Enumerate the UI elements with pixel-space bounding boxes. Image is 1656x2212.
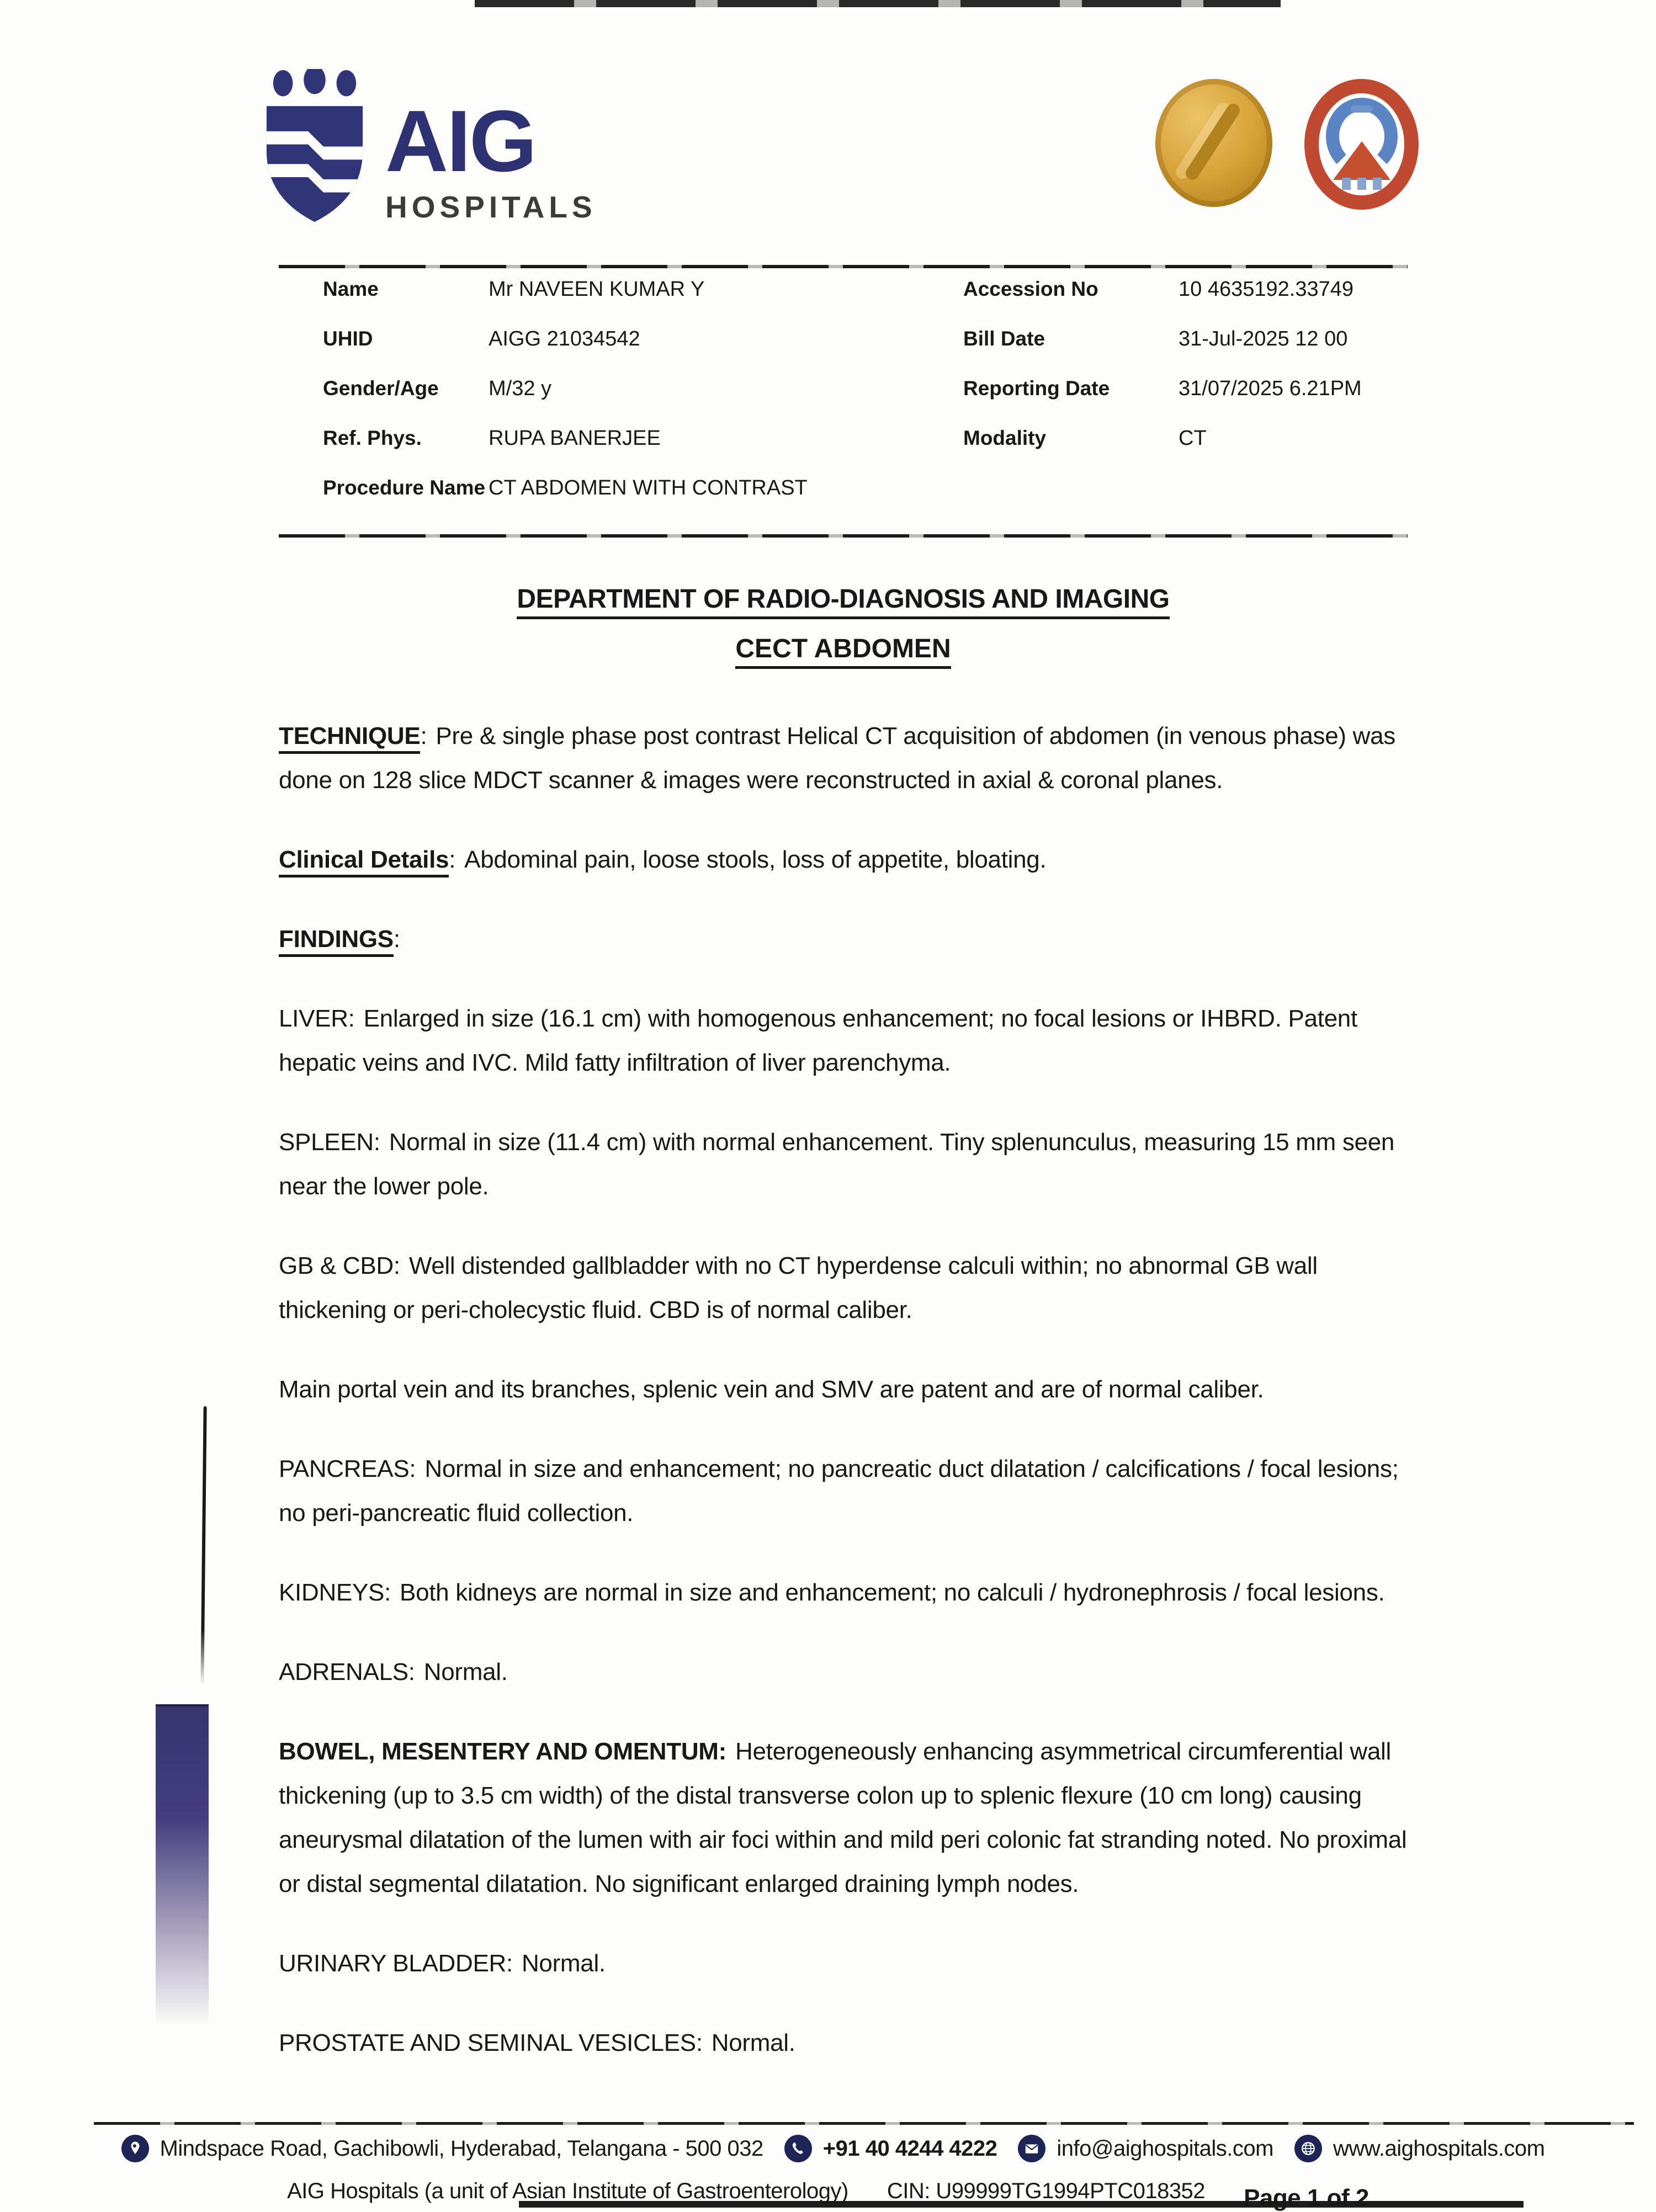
patient-info-row <box>323 427 1474 476</box>
bowel-text: Heterogeneously enhancing asymmetrical circumferential wall thickening (up to 3.5 cm width) of the distal transverse colon up to splenic flexure (10 cm long) causing aneurysmal dilatation of the lumen with air foci within and mild peri colonic fat stranding noted. No proximal or distal segmental dilatation. No significant enlarged draining lymph nodes. <box>279 1738 1407 1897</box>
adrenals-paragraph <box>279 1650 1408 1694</box>
ref-phys-label: Ref. Phys. <box>323 427 422 449</box>
bowel-label: BOWEL, MESENTERY AND OMENTUM <box>279 1738 719 1765</box>
colon: : <box>384 1579 391 1606</box>
technique-label: TECHNIQUE <box>279 722 420 754</box>
colon: : <box>373 1129 380 1156</box>
phone-icon <box>784 2135 812 2162</box>
footer-cin: CIN: U99999TG1994PTC018352 <box>887 2179 1206 2203</box>
globe-icon <box>1294 2135 1322 2162</box>
pancreas-text: Normal in size and enhancement; no pancreatic duct dilatation / calcifications / focal lesions; no peri-pancreatic fluid collection. <box>279 1455 1399 1527</box>
kidneys-paragraph <box>279 1571 1408 1615</box>
findings-label: FINDINGS <box>279 926 394 957</box>
department-title: DEPARTMENT OF RADIO-DIAGNOSIS AND IMAGING <box>279 584 1408 614</box>
adrenals-text: Normal. <box>423 1658 508 1685</box>
report-header <box>259 69 1419 229</box>
kidneys-label: KIDNEYS <box>279 1579 385 1606</box>
liver-label: LIVER <box>279 1005 348 1032</box>
colon: : <box>393 1252 400 1279</box>
portal-vein-paragraph <box>279 1368 1408 1412</box>
footer-separator-line <box>94 2122 1634 2125</box>
report-body <box>279 701 1408 2065</box>
patient-info-row <box>323 327 1474 377</box>
scan-artifact-left-smudge <box>156 1704 209 2027</box>
patient-info-row <box>323 476 1474 526</box>
procedure-name-value: CT ABDOMEN WITH CONTRAST <box>489 476 808 499</box>
patient-name-label: Name <box>323 278 379 300</box>
gold-medal-badge-icon <box>1155 79 1272 207</box>
prostate-label: PROSTATE AND SEMINAL VESICLES <box>279 2029 696 2056</box>
accreditation-badges <box>1155 79 1419 210</box>
exam-title: CECT ABDOMEN <box>279 634 1408 664</box>
quality-certification-badge-icon <box>1304 79 1419 210</box>
logo-wordmark <box>385 93 597 225</box>
ref-phys-value: RUPA BANERJEE <box>489 427 661 450</box>
gender-age-value: M/32 y <box>489 377 552 400</box>
patient-info-row <box>323 278 1474 327</box>
colon: : <box>408 1658 415 1685</box>
pancreas-label: PANCREAS <box>279 1455 410 1482</box>
procedure-name-label: Procedure Name <box>323 476 486 499</box>
gb-cbd-paragraph <box>279 1244 1408 1332</box>
uhid-label: UHID <box>323 327 373 350</box>
clinical-details-label: Clinical Details <box>279 846 449 878</box>
logo-hospitals-text: HOSPITALS <box>385 190 597 224</box>
modality-value: CT <box>1179 427 1207 450</box>
urinary-bladder-label: URINARY BLADDER <box>279 1950 506 1977</box>
colon: : <box>718 1738 727 1765</box>
aig-hospitals-logo <box>259 69 597 229</box>
spleen-paragraph <box>279 1120 1408 1209</box>
colon: : <box>449 846 456 873</box>
bill-date-label: Bill Date <box>963 327 1045 350</box>
clinical-details-text: Abdominal pain, loose stools, loss of appetite, bloating. <box>464 846 1047 873</box>
spleen-label: SPLEEN <box>279 1129 374 1156</box>
accession-no-label: Accession No <box>963 278 1098 300</box>
technique-text: Pre & single phase post contrast Helical CT acquisition of abdomen (in venous phase) was done on 128 slice MDCT scanner & images were reconstructed in axial & coronal planes. <box>279 722 1396 794</box>
urinary-bladder-text: Normal. <box>521 1950 606 1977</box>
colon: : <box>696 2029 703 2056</box>
reporting-date-label: Reporting Date <box>963 377 1110 400</box>
bowel-paragraph <box>279 1730 1408 1906</box>
urinary-bladder-paragraph <box>279 1942 1408 1986</box>
scan-artifact-left-line <box>200 1406 206 1685</box>
prostate-text: Normal. <box>711 2029 795 2056</box>
badge-inner-top <box>1351 105 1373 113</box>
location-pin-icon <box>121 2135 149 2162</box>
page-number: Page 1 of 2 <box>1244 2184 1369 2211</box>
footer-contact-row <box>0 2135 1656 2162</box>
aig-shield-icon <box>259 69 370 229</box>
spleen-text: Normal in size (11.4 cm) with normal enhancement. Tiny splenunculus, measuring 15 mm seen near the lower pole. <box>279 1129 1395 1200</box>
technique-paragraph <box>279 714 1408 802</box>
modality-label: Modality <box>963 427 1047 449</box>
pancreas-paragraph <box>279 1447 1408 1535</box>
footer-org-row <box>0 2179 1656 2211</box>
adrenals-label: ADRENALS <box>279 1658 408 1685</box>
footer-email: info@aighospitals.com <box>1057 2136 1273 2161</box>
kidneys-text: Both kidneys are normal in size and enhancement; no calculi / hydronephrosis / focal lesions. <box>400 1579 1385 1606</box>
liver-text: Enlarged in size (16.1 cm) with homogenous enhancement; no focal lesions or IHBRD. Patent hepatic veins and IVC. Mild fatty infiltration of liver parenchyma. <box>279 1005 1357 1076</box>
gender-age-label: Gender/Age <box>323 377 439 400</box>
separator-line-top <box>279 265 1408 268</box>
footer-org-line: AIG Hospitals (a unit of Asian Institute of Gastroenterology) <box>287 2179 848 2203</box>
footer-website: www.aighospitals.com <box>1333 2136 1545 2161</box>
prostate-paragraph <box>279 2021 1408 2065</box>
findings-heading <box>279 917 1408 961</box>
liver-paragraph <box>279 997 1408 1085</box>
patient-info-row <box>323 377 1474 427</box>
gb-cbd-label: GB & CBD <box>279 1252 394 1279</box>
portal-vein-text: Main portal vein and its branches, splenic vein and SMV are patent and are of normal caliber. <box>279 1376 1264 1403</box>
accession-no-value: 10 4635192.33749 <box>1179 278 1354 301</box>
footer-address: Mindspace Road, Gachibowli, Hyderabad, Telangana - 500 032 <box>160 2136 763 2161</box>
colon: : <box>409 1455 416 1482</box>
colon: : <box>393 926 400 953</box>
colon: : <box>348 1005 355 1032</box>
separator-line-bottom <box>279 534 1408 538</box>
footer-phone: +91 40 4244 4222 <box>822 2136 997 2161</box>
colon: : <box>420 722 427 749</box>
patient-name-value: Mr NAVEEN KUMAR Y <box>489 278 705 301</box>
patient-info-block <box>323 278 1474 526</box>
uhid-value: AIGG 21034542 <box>489 327 640 350</box>
badge-inner-triangle <box>1333 141 1390 180</box>
report-titles <box>279 584 1408 664</box>
clinical-details-paragraph <box>279 838 1408 882</box>
email-icon <box>1018 2135 1045 2162</box>
bill-date-value: 31-Jul-2025 12 00 <box>1179 327 1348 350</box>
colon: : <box>506 1950 513 1977</box>
gb-cbd-text: Well distended gallbladder with no CT hyperdense calculi within; no abnormal GB wall thickening or peri-cholecystic fluid. CBD is of normal caliber. <box>279 1252 1318 1323</box>
logo-aig-text: AIG <box>385 93 535 190</box>
scan-artifact-top-edge <box>475 0 1281 7</box>
badge-inner-ticks <box>1342 178 1382 190</box>
reporting-date-value: 31/07/2025 6.21PM <box>1179 377 1362 400</box>
